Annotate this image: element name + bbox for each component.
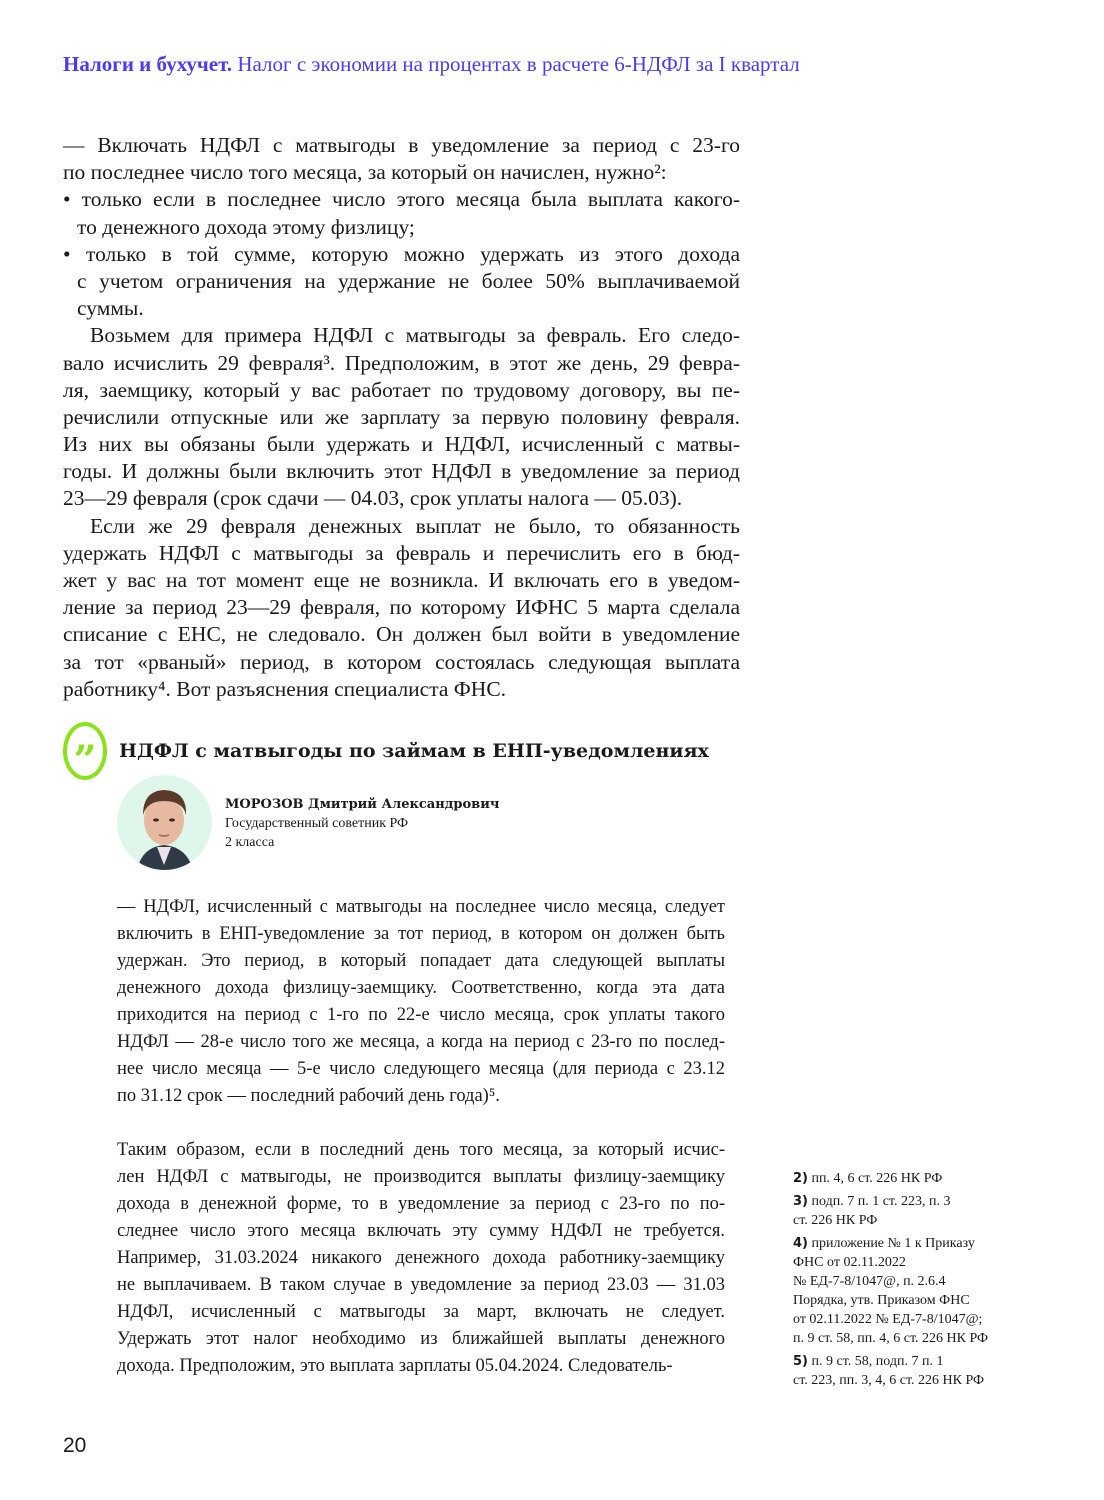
text-line: 23—29 февраля (срок сдачи — 04.03, срок уплаты налога — 05.03). [63, 486, 683, 511]
text-line: жет у вас на тот момент еще не возникла. И включать его в уведом- [63, 568, 740, 592]
footnote-text: ст. 226 НК РФ [793, 1213, 878, 1228]
author-name: МОРОЗОВ Дмитрий Александрович [225, 797, 500, 812]
footnote [793, 1192, 1023, 1230]
footnote-text: подп. 7 п. 1 ст. 223, п. 3 [811, 1194, 951, 1209]
text-line: не выплачиваем. В таком случае в уведомление за период 23.03 — 31.03 [117, 1275, 725, 1295]
paragraph [63, 132, 740, 186]
text-line: • только в той сумме, которую можно удержать из этого дохода [63, 241, 740, 266]
text-line: следнее число этого месяца включать эту сумму НДФЛ не требуется. [117, 1221, 725, 1241]
text-line: работнику⁴. Вот разъяснения специалиста ФНС. [63, 676, 507, 701]
text-line: ля, заемщику, который у вас работает по трудовому договору, вы пе- [63, 377, 740, 402]
text-line: включить в ЕНП-уведомление за тот период, в котором он должен быть [117, 924, 725, 944]
paragraph-gap [117, 1110, 725, 1137]
text-line: НДФЛ — 28-е число того же месяца, а когда на период с 23-го по послед- [117, 1032, 725, 1052]
footnote-number: 5) [793, 1354, 808, 1369]
article-body [63, 132, 740, 703]
footnote-line [793, 1272, 1023, 1291]
text-line: нее число месяца — 5-е число следующего месяца (для периода с 23.12 [117, 1059, 725, 1079]
footnote-number: 3) [793, 1194, 808, 1209]
footnote-text: п. 9 ст. 58, пп. 4, 6 ст. 226 НК РФ [793, 1331, 989, 1346]
footnote-text: ФНС от 02.11.2022 [793, 1255, 906, 1270]
footnote-text: приложение № 1 к Приказу [811, 1236, 975, 1251]
text-line: Удержать этот налог необходимо из ближайшей выплаты денежного [117, 1329, 725, 1349]
footnote-text: пп. 4, 6 ст. 226 НК РФ [811, 1171, 943, 1186]
footnote-line [793, 1371, 1023, 1390]
author-photo [117, 775, 212, 870]
text-line: речислили отпускные или же зарплату за первую половину февраля. [63, 404, 740, 429]
text-line: дохода. Предположим, это выплата зарплаты 05.04.2024. Следователь- [117, 1356, 673, 1376]
quote-title: НДФЛ с матвыгоды по займам в ЕНП-уведомлениях [119, 740, 709, 762]
footnote [793, 1234, 1023, 1348]
text-line: за тот «рваный» период, в котором состоялась следующая выплата [63, 649, 740, 674]
text-line: НДФЛ, исчисленный с матвыгоды за март, включать не следует. [117, 1302, 725, 1322]
paragraph [63, 513, 740, 703]
footnote-line [793, 1291, 1023, 1310]
article-title: Налог с экономии на процентах в расчете 6-НДФЛ за I квартал [237, 52, 800, 76]
footnote-line [793, 1234, 1023, 1253]
footnote-line [793, 1352, 1023, 1371]
text-line: лен НДФЛ с матвыгоды, не производится выплаты физлицу-заемщику [117, 1167, 725, 1187]
paragraph [117, 894, 725, 1110]
text-line: годы. И должны были включить этот НДФЛ в уведомление за период [63, 459, 740, 484]
text-line: списание с ЕНС, не следовало. Он должен был войти в уведомление [63, 622, 740, 647]
footnote-text: ст. 223, пп. 3, 4, 6 ст. 226 НК РФ [793, 1373, 985, 1388]
text-line: • только если в последнее число этого месяца была выплата какого- [63, 187, 740, 212]
text-line: по последнее число того месяца, за который он начислен, нужно²: [63, 160, 667, 185]
text-line: дохода в денежной форме, то в уведомление за период с 23-го по по- [117, 1194, 725, 1214]
text-line: Из них вы обязаны были удержать и НДФЛ, исчисленный с матвы- [63, 432, 740, 457]
footnote-line [793, 1169, 1023, 1188]
text-line: — Включать НДФЛ с матвыгоды в уведомление за период с 23-го [63, 133, 740, 157]
footnote [793, 1169, 1023, 1188]
text-line: по 31.12 срок — последний рабочий день года)⁵. [117, 1086, 500, 1106]
text-line: денежного дохода физлицу-заемщику. Соответственно, когда эта дата [117, 978, 725, 998]
quote-icon: ” [63, 722, 107, 780]
text-line: Таким образом, если в последний день того месяца, за который исчис- [117, 1140, 725, 1160]
footnote-text: от 02.11.2022 № ЕД-7-8/1047@; [793, 1312, 983, 1327]
footnote-text: п. 9 ст. 58, подп. 7 п. 1 [811, 1354, 944, 1369]
text-line: с учетом ограничения на удержание не более 50% выплачиваемой [77, 268, 740, 293]
paragraph [63, 322, 740, 512]
expert-quote-header [63, 722, 709, 780]
text-line: Если же 29 февраля денежных выплат не было, то обязанность [90, 513, 740, 538]
text-line: суммы. [77, 296, 144, 321]
footnote-number: 2) [793, 1171, 808, 1186]
footnote-text: № ЕД-7-8/1047@, п. 2.6.4 [793, 1274, 946, 1289]
text-line: вало исчислить 29 февраля³. Предположим, в этот же день, 29 февра- [63, 350, 740, 375]
footnote [793, 1352, 1023, 1390]
footnotes [793, 1169, 1023, 1394]
paragraph [63, 186, 740, 240]
text-line: удержан. Это период, в который попадает дата следующей выплаты [117, 951, 725, 971]
page-number: 20 [63, 1434, 87, 1457]
footnote-text: Порядка, утв. Приказом ФНС [793, 1293, 970, 1308]
footnote-line [793, 1310, 1023, 1329]
text-line: Например, 31.03.2024 никакого денежного дохода работнику-заемщику [117, 1248, 725, 1268]
author-position: Государственный советник РФ [225, 816, 409, 831]
footnote-line [793, 1192, 1023, 1211]
text-line: Возьмем для примера НДФЛ с матвыгоды за февраль. Его следо- [90, 323, 740, 348]
text-line: то денежного дохода этому физлицу; [77, 214, 415, 239]
footnote-number: 4) [793, 1236, 808, 1251]
author-info [225, 795, 499, 852]
paragraph [117, 1137, 725, 1380]
author-rank: 2 класса [225, 835, 275, 850]
section-name: Налоги и бухучет. [63, 52, 233, 76]
paragraph [63, 241, 740, 323]
footnote-line [793, 1211, 1023, 1230]
text-line: удержать НДФЛ с матвыгоды за февраль и перечислить его в бюд- [63, 540, 740, 565]
text-line: ление за период 23—29 февраля, по которому ИФНС 5 марта сделала [63, 595, 740, 620]
footnote-line [793, 1329, 1023, 1348]
quote-body [117, 894, 725, 1380]
text-line: — НДФЛ, исчисленный с матвыгоды на последнее число месяца, следует [117, 897, 725, 917]
text-line: приходится на период с 1-го по 22-е число месяца, срок уплаты такого [117, 1005, 725, 1025]
running-header [63, 52, 800, 77]
footnote-line [793, 1253, 1023, 1272]
